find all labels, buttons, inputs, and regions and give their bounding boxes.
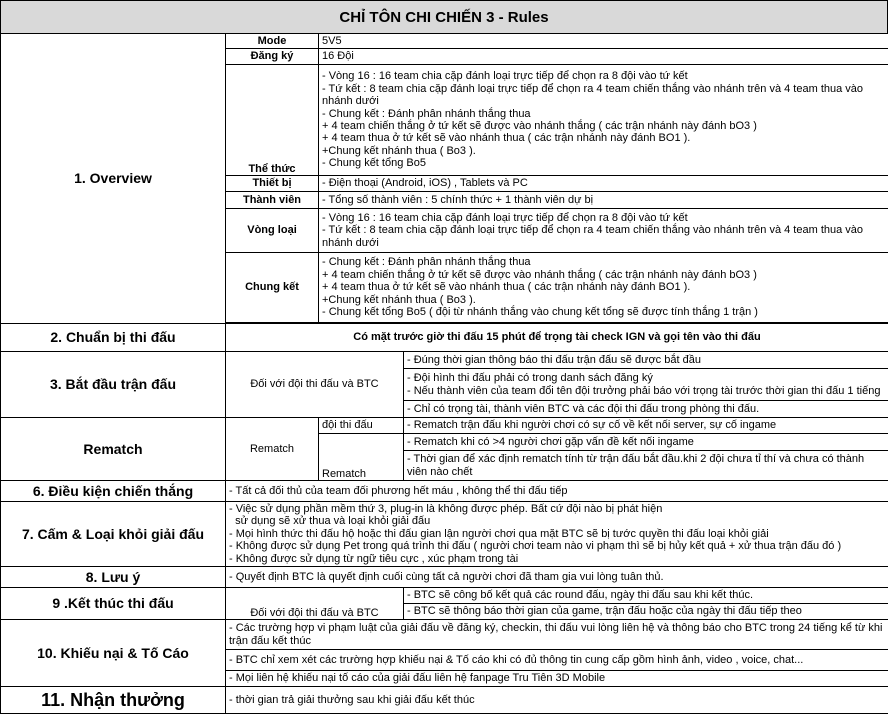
section-rematch: Rematch: [1, 418, 226, 481]
rematch-line: - Rematch khi có >4 người chơi gặp vấn đề kết nối ingame: [404, 434, 888, 451]
end-line: - BTC sẽ thông báo thời gian của game, trận đấu hoặc của ngày thi đấu tiếp theo: [404, 604, 888, 620]
sheet-title: CHỈ TÔN CHI CHIẾN 3 - Rules: [0, 0, 888, 34]
end-sub: Đối với đội thi đấu và BTC: [226, 588, 404, 620]
label-format: Thể thức: [226, 65, 319, 176]
complaint-line: - Mọi liên hệ khiếu nại tố cáo của giải đấu liên hệ fanpage Tru Tiên 3D Mobile: [226, 671, 888, 687]
value-member: - Tổng số thành viên : 5 chính thức + 1 thành viên dự bị: [319, 192, 888, 209]
row-win: [1, 481, 888, 502]
start-line: - Đội hình thi đấu phải có trong danh sách đăng ký: [407, 372, 653, 385]
row-ban: [1, 502, 888, 567]
rematch-line: - Rematch trận đấu khi người chơi có sự cố về kết nối server, sự cố ingame: [404, 418, 888, 434]
section-win: 6. Điều kiện chiến thắng: [1, 481, 226, 502]
final-line: +Chung kết nhánh thua ( Bo3 ).: [322, 293, 476, 306]
row-end-1: [1, 588, 888, 604]
label-mode: Mode: [226, 34, 319, 49]
section-end: 9 .Kết thúc thi đấu: [1, 588, 226, 620]
start-line: - Đúng thời gian thông báo thi đấu trận đấu sẽ được bắt đầu: [404, 352, 888, 369]
start-sub: Đối với đội thi đấu và BTC: [226, 352, 404, 418]
rematch-sub-rematch: Rematch: [319, 434, 404, 481]
final-line: - Chung kết tổng Bo5 ( đội từ nhánh thắng vào chung kết tổng sẽ được tính thắng 1 trận ): [322, 306, 758, 319]
value-prepare: Có mặt trước giờ thi đấu 15 phút để trọng tài check IGN và gọi tên vào thi đấu: [226, 324, 888, 352]
final-line: + 4 team thua ở tứ kết sẽ vào nhánh thua ( các trận nhánh này đánh BO1 ).: [322, 281, 691, 294]
value-reward: - thời gian trả giải thưởng sau khi giải đấu kết thúc: [226, 687, 888, 714]
row-note: [1, 567, 888, 588]
ban-line: - Không được sử dụng Pet trong quá trình thi đấu ( người chơi team nào vi phạm thì sẽ bị hủy kết quả + xử thua trận đấu đó ): [229, 540, 842, 553]
section-note: 8. Lưu ý: [1, 567, 226, 588]
value-qualifier: [319, 209, 888, 253]
value-final: [319, 253, 888, 323]
ban-line: - Việc sử dụng phần mềm thứ 3, plug-in là không được phép. Bất cứ đội nào bị phát hiện: [229, 502, 663, 515]
section-complaint: 10. Khiếu nại & Tố Cáo: [1, 620, 226, 687]
label-final: Chung kết: [226, 253, 319, 323]
format-line: - Chung kết : Đánh phân nhánh thắng thua: [322, 107, 531, 120]
label-qualifier: Vòng loại: [226, 209, 319, 253]
start-line: - Nếu thành viên của team đổi tên đội trưởng phải báo với trọng tài trước thời gian thi đấu 1 tiếng: [407, 384, 881, 397]
final-line: + 4 team chiến thắng ở tứ kết sẽ được vào nhánh thắng ( các trận nhánh này đánh bO3 ): [322, 268, 757, 281]
rematch-line: - Thời gian để xác định rematch tính từ trận đấu bắt đầu.khi 2 đội chưa tỉ thí và chưa có thành viên nào chết: [404, 451, 888, 481]
complaint-line: - Các trường hợp vi phạm luật của giải đấu về đăng ký, checkin, thi đấu vui lòng liên hệ và thông báo cho BTC trong 24 tiếng kể từ khi trận đấu kết thúc: [226, 620, 888, 650]
label-member: Thành viên: [226, 192, 319, 209]
end-line: - BTC sẽ công bố kết quả các round đấu, ngày thi đấu sau khi kết thúc.: [404, 588, 888, 604]
row-prepare: [1, 324, 888, 352]
value-note: - Quyết định BTC là quyết định cuối cùng tất cả người chơi đã tham gia vui lòng tuân thủ.: [226, 567, 888, 588]
format-line: + 4 team chiến thắng ở tứ kết sẽ được vào nhánh thắng ( các trận nhánh này đánh bO3 ): [322, 120, 757, 132]
row-reward: [1, 687, 888, 714]
final-line: - Chung kết : Đánh phân nhánh thắng thua: [322, 256, 531, 269]
start-line-group: [404, 369, 888, 401]
ban-line: - Không được sử dụng từ ngữ tiêu cực , xúc phạm trong tài: [229, 552, 519, 565]
format-line: - Vòng 16 : 16 team chia cặp đánh loại trực tiếp để chọn ra 8 đội vào tứ kết: [322, 70, 688, 83]
complaint-line: - BTC chỉ xem xét các trường hợp khiếu nại & Tố cáo khi có đủ thông tin cung cấp gồm hình ảnh, video , voice, chat...: [226, 650, 888, 671]
section-overview: 1. Overview: [1, 34, 226, 324]
section-reward: 11. Nhận thưởng: [1, 687, 226, 714]
row-complaint-1: [1, 620, 888, 650]
rules-table: [0, 33, 888, 714]
ban-line: sử dụng sẽ xử thua và loại khỏi giải đấu: [229, 515, 431, 528]
value-register: 16 Đội: [319, 49, 888, 65]
value-mode: 5V5: [319, 34, 888, 49]
format-line: - Chung kết tổng Bo5: [322, 157, 426, 170]
row-start-1: [1, 352, 888, 369]
ban-line: - Mọi hình thức thi đấu hộ hoặc thi đấu gian lận người chơi qua mặt BTC sẽ bị tước quyền thi đấu loại khỏi giải: [229, 527, 769, 540]
row-rematch-1: [1, 418, 888, 434]
start-line: - Chỉ có trọng tài, thành viên BTC và các đội thi đấu trong phòng thi đấu.: [404, 401, 888, 418]
format-line: +Chung kết nhánh thua ( Bo3 ).: [322, 144, 476, 157]
label-device: Thiết bị: [226, 176, 319, 192]
rematch-sub: Rematch: [226, 418, 319, 481]
value-win: - Tất cả đối thủ của team đối phương hết máu , không thể thi đấu tiếp: [226, 481, 888, 502]
rematch-sub-team: đội thi đấu: [319, 418, 404, 434]
section-ban: 7. Cấm & Loại khỏi giải đấu: [1, 502, 226, 567]
row-mode: [1, 34, 888, 49]
label-register: Đăng ký: [226, 49, 319, 65]
qualifier-line: - Tứ kết : 8 team chia cặp đánh loại trực tiếp để chọn ra 4 team chiến thắng vào nhánh trên và 4 team thua vào nhánh dưới: [322, 224, 867, 249]
section-start: 3. Bắt đầu trận đấu: [1, 352, 226, 418]
value-format: [319, 65, 888, 176]
format-line: - Tứ kết : 8 team chia cặp đánh loại trực tiếp để chọn ra 4 team chiến thắng vào nhánh trên và 4 team thua vào nhánh dưới: [322, 82, 867, 108]
value-device: - Điện thoại (Android, iOS) , Tablets và PC: [319, 176, 888, 192]
format-line: + 4 team thua ở tứ kết sẽ vào nhánh thua ( các trận nhánh này đánh BO1 ).: [322, 132, 691, 145]
value-ban: [226, 502, 888, 567]
qualifier-line: - Vòng 16 : 16 team chia cặp đánh loại trực tiếp để chọn ra 8 đội vào tứ kết: [322, 211, 688, 224]
section-prepare: 2. Chuẩn bị thi đấu: [1, 324, 226, 352]
